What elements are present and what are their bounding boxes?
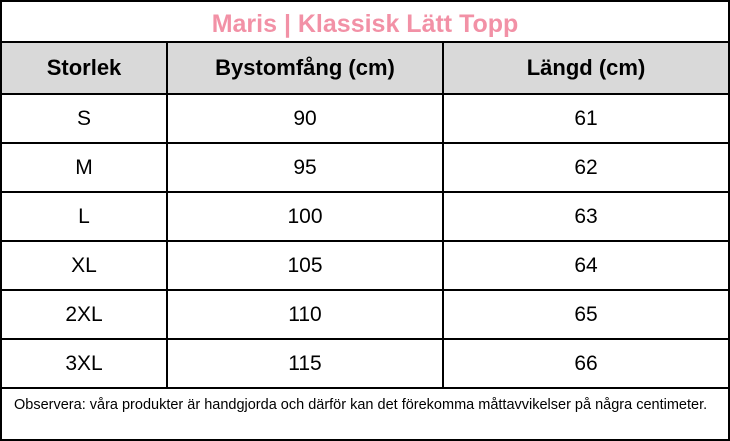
cell-size: M — [2, 143, 167, 192]
cell-length: 64 — [443, 241, 728, 290]
table-row — [2, 143, 728, 192]
cell-size: S — [2, 94, 167, 143]
column-header-length: Längd (cm) — [443, 43, 728, 94]
cell-size: XL — [2, 241, 167, 290]
table-row — [2, 241, 728, 290]
size-table — [2, 43, 728, 387]
cell-length: 61 — [443, 94, 728, 143]
cell-length: 66 — [443, 339, 728, 387]
column-header-size: Storlek — [2, 43, 167, 94]
column-header-bust: Bystomfång (cm) — [167, 43, 443, 94]
cell-length: 65 — [443, 290, 728, 339]
size-table-body — [2, 94, 728, 387]
cell-size: 2XL — [2, 290, 167, 339]
cell-bust: 110 — [167, 290, 443, 339]
cell-size: 3XL — [2, 339, 167, 387]
table-row — [2, 192, 728, 241]
cell-length: 63 — [443, 192, 728, 241]
table-header-row — [2, 43, 728, 94]
cell-bust: 90 — [167, 94, 443, 143]
table-row — [2, 94, 728, 143]
table-row — [2, 339, 728, 387]
page-title: Maris | Klassisk Lätt Topp — [2, 2, 728, 43]
cell-bust: 100 — [167, 192, 443, 241]
cell-bust: 105 — [167, 241, 443, 290]
cell-length: 62 — [443, 143, 728, 192]
cell-bust: 115 — [167, 339, 443, 387]
size-table-head — [2, 43, 728, 94]
table-row — [2, 290, 728, 339]
cell-size: L — [2, 192, 167, 241]
cell-bust: 95 — [167, 143, 443, 192]
disclaimer-note: Observera: våra produkter är handgjorda och därför kan det förekomma måttavvikelser på några centimeter. — [2, 387, 728, 439]
size-table-wrapper — [2, 43, 728, 387]
